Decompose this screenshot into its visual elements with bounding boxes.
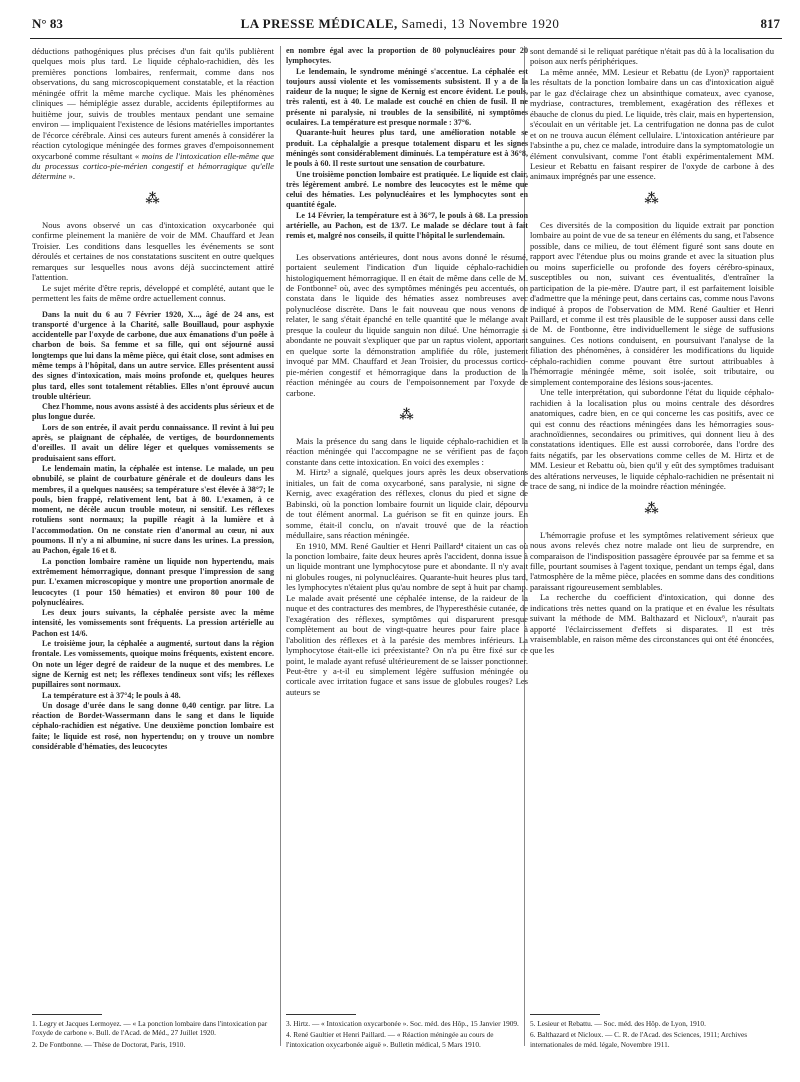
issue-date: Samedi, 13 Novembre 1920 [397, 16, 560, 31]
case-report-paragraph: Quarante-huit heures plus tard, une amélioration notable se produit. La céphalalgie a presque totalement disparu et les signes méningés sont considérablement diminués. La température est à 36°8, le pouls à 60. Il reste surtout une sensation de courbature. [286, 128, 528, 169]
footnote: 5. Lesieur et Rebattu. — Soc. méd. des Hôp. de Lyon, 1910. [530, 1019, 706, 1028]
page-number: 817 [760, 16, 780, 31]
journal-title: LA PRESSE MÉDICALE, [240, 16, 398, 31]
footnote: 6. Balthazard et Nicloux. — C. R. de l'Acad. des Sciences, 1911; Archives internationales de méd. légale, Novembre 1911. [530, 1030, 748, 1049]
section-separator-stars: ⁂ [644, 191, 660, 207]
footnotes-column-3 [530, 1014, 774, 1051]
case-report-paragraph: La température est à 37°4; le pouls à 48. [42, 690, 181, 700]
paragraph: La recherche du coefficient d'intoxication, qui donne des indications très nettes quand on la pratique et en évalue les résultats suivant la méthode de MM. Balthazard et Nicloux⁶, n'aurait pas apporté l'éclaircissement d'effets si disparates. Il est très vraisemblable, en raison même des circonstances qui ont été énoncées, que les [530, 592, 774, 655]
case-report-paragraph: Dans la nuit du 6 au 7 Février 1920, X..., âgé de 24 ans, est transporté d'urgence à la Charité, salle Bouillaud, pour asphyxie accidentelle par l'oxyde de carbone, due aux émanations d'un poêle à charbon de bois. Sa femme et sa fille, qui ont séjourné aussi longtemps que lui dans la même pièce, qui était close, sont admises en même temps à l'hôpital, dans un autre service. Elles présentent aussi des signes d'intoxication, mais moins profonde et, quelques heures plus tard, elles sont totalement rétablies. Elles n'ont éprouvé aucun trouble ultérieur. [32, 309, 274, 401]
case-report-paragraph: Un dosage d'urée dans le sang donne 0,40 centigr. par litre. La réaction de Bordet-Wassermann dans le sang et dans le liquide céphalo-rachidien est négative. Une deuxième ponction lombaire est faite; le liquide est rosé, non hypertendu; on y trouve un nombre considérable d'hématies, des leucocytes [32, 700, 274, 751]
paragraph: M. Hirtz³ a signalé, quelques jours après les deux observations initiales, un fait de coma oxycarboné, sans paralysie, ni signe de Kernig, avec exagération des réflexes, clonus du pied et signe de Babinski, où la ponction lombaire fournit un liquide clair, dépourvu de tout élément anormal. La guérison se fit en quinze jours. En somme, était-il conclu, on n'avait trouvé que de la réaction médullaire, sans réaction méningée. [286, 467, 528, 541]
paragraph: Mais la présence du sang dans le liquide céphalo-rachidien et la réaction méningée qui l'accompagne ne se vérifient pas de façon constante dans cette intoxication. En voici des exemples : [286, 435, 528, 467]
section-separator-stars: ⁂ [644, 501, 660, 517]
quote-italic: moins de l'intoxication elle-même que du processus cortico-pie-mérien congestif et hémorragique qu'elle détermine [32, 150, 275, 182]
paragraph: Une telle interprétation, qui subordonne l'état du liquide céphalo-rachidien à la localisation plus ou moins centrale des désordres anatomiques, cadre bien, en ce qui concerne les cas positifs, avec ce qui est connu des réactions méningées dans les hémorragies sous-arachnoïdiennes, secondaires ou primitives, qui donnent lieu à des constatations identiques. Elle est aussi corroborée, dans l'ordre des faits négatifs, par les observations comme celles de M. Hirtz et de MM. Lesieur et Rebattu où, bien qu'il y eût des symptômes traduisant des altérations nerveuses, le liquide céphalo-rachidien ne présentait ni trace de sang, ni indice de la moindre réaction méningée. [530, 387, 774, 492]
footnotes-column-1 [32, 1014, 274, 1051]
column-3 [530, 46, 774, 655]
footnote: 3. Hirtz. — « Intoxication oxycarbonée ». Soc. méd. des Hôp., 15 Janvier 1909. [286, 1019, 519, 1028]
case-report-paragraph: Lors de son entrée, il avait perdu connaissance. Il revint à lui peu après, se plaignant de céphalée, de vertiges, de bourdonnements d'oreilles. Il avait un délire léger et quelques vomissements se produisaient sans effort. [32, 422, 274, 463]
section-separator-stars: ⁂ [145, 191, 161, 207]
column-divider [280, 46, 281, 1046]
paragraph: déductions pathogéniques plus précises d'un fait qu'ils publièrent quelques mois plus tard. Le liquide céphalo-rachidien, dès les premières ponctions lombaires, renfermait, comme dans nos observations, du sang microscopiquement constatable, et la réaction méningée offrit la même marche cyclique. Mais les phénomènes cliniques — hémiplégie assez durable, accidents épileptiformes au huitième jour, suivis de troubles mentaux pendant une semaine environ — impliquaient l'existence de lésions matérielles importantes de l'écorce cérébrale. Ainsi ces auteurs furent amenés à considérer la réaction cytologique méningée des formes graves d'empoisonnement oxycarboné comme résultant « moins de l'intoxication elle-même que du processus cortico-pie-mérien congestif et hémorragique qu'elle détermine ». [32, 46, 275, 182]
masthead [0, 16, 800, 34]
paragraph: L'hémorragie profuse et les symptômes relativement sérieux que nous avons relevés chez notre malade ont lieu de surprendre, en comparaison de l'indisposition passagère éprouvée par sa femme et sa fille, pourtant soumises à l'agent toxique, pendant un temps égal, dans l'atmosphère de la même pièce, placées en somme dans des conditions paraissant rigoureusement semblables. [530, 529, 774, 592]
column-2 [286, 46, 528, 697]
footnote: 1. Legry et Jacques Lermoyez. — « La ponction lombaire dans l'intoxication par l'oxyde de carbone ». Bull. de l'Acad. de Méd., 27 Juillet 1920. [32, 1019, 268, 1038]
paragraph: La même année, MM. Lesieur et Rebattu (de Lyon)⁵ rapportaient les résultats de la ponction lombaire dans un cas d'intoxication aiguë par le gaz d'éclairage chez un absinthique comateux, avec cyanose, mydriase, contractures, tremblement, exagération des réflexes et ébauche de clonus du pied. Le liquide, très clair, mais en hypertension, s'écoulait en un véritable jet. La centrifugation ne donna pas de culot et on ne trouva aucun élément cellulaire. L'intoxication antérieure par l'absinthe a pu, chez ce malade, introduire dans la symptomatologie un élément convulsivant, comme l'ont établi expérimentalement MM. Lesieur et Rebattu en faisant respirer de l'oxyde de carbone à des animaux imprégnés par une essence. [530, 66, 774, 182]
paragraph: Le sujet mérite d'être repris, développé et complété, autant que le permettent les faits de même ordre actuellement connus. [32, 282, 274, 304]
case-report-paragraph: Une troisième ponction lombaire est pratiquée. Le liquide est clair, très légèrement ambré. Le nombre des leucocytes est le même que celui des hématies. Les polynucléaires et les lymphocytes sont en quantité égale. [286, 169, 528, 210]
case-report-paragraph: Chez l'homme, nous avons assisté à des accidents plus sérieux et de plus longue durée. [32, 402, 274, 422]
footnote: 4. René Gaultier et Henri Paillard. — « Réaction méningée au cours de l'intoxication oxycarbonée aiguë ». Bulletin médical, 5 Mars 1910. [286, 1030, 494, 1049]
footnote-rule [530, 1014, 600, 1015]
column-1 [32, 46, 274, 752]
footnote-rule [32, 1014, 102, 1015]
header-rule [30, 38, 782, 39]
paragraph: En 1910, MM. René Gaultier et Henri Paillard⁴ citaient un cas où la ponction lombaire, faite deux heures après l'accident, donna issue à un liquide montrant une lymphocytose pure et abondante. Il n'y avait ni globules rouges, ni polynucléaires. Quarante-huit heures plus tard, les lymphocytes n'étaient plus qu'au nombre de sept à huit par champ. Le malade avait présenté une céphalée intense, de la raideur de la nuque et des contractures des membres, de l'hyperesthésie cutanée, de l'exagération des réflexes, symptômes qui disparurent presque complètement au bout de vingt-quatre heures pour faire place à l'abolition des réflexes et à la parésie des membres inférieurs. La lymphocytose était-elle ici préexistante? On n'a pu être fixé sur ce point, le malade ayant refusé ultérieurement de se laisser ponctionner. Peut-être y a-t-il eu simplement légère suffusion méningée ou corticale avec irritation fugace et sans issue de globules rouges? Les auteurs se [286, 540, 528, 697]
footnotes-column-2 [286, 1014, 522, 1051]
paragraph: Ces diversités de la composition du liquide extrait par ponction lombaire au point de vue de sa teneur en éléments du sang, et l'absence possible, dans ce milieu, de tout élément figuré sont sans doute en rapport avec l'étendue plus ou moins grande et avec la situation plus ou moins superficielle ou profonde des foyers cérébro-spinaux, susceptibles ou non, suivant ces éventualités, d'entraîner la participation de la pie-mère. D'autre part, il est parfaitement loisible d'admettre que la méninge peut, dans certains cas, comme nous l'avons indiqué à propos de l'observation de MM. René Gaultier et Henri Paillard, et comme il est très plausible de le supposer aussi dans celle de M. de Fontbonne, être individuellement le siège de suffusions sanguines. Ces notions conduisent, en poursuivant l'analyse de la filiation des phénomènes, à considérer les modifications du liquide céphalo-rachidien comme pouvant être surtout attribuables à l'hémorragie méningée même, soit isolée, soit tributaire, ou simplement contemporaine des lésions sous-jacentes. [530, 219, 774, 387]
case-report-paragraph: Le 14 Février, la température est à 36°7, le pouls à 68. La pression artérielle, au Pachon, est de 13/7. Le malade se déclare tout à fait remis et, malgré nos conseils, il quitte l'hôpital le surlendemain. [286, 210, 528, 241]
case-report-paragraph: Le lendemain, le syndrome méningé s'accentue. La céphalée est toujours aussi violente et les vomissements subsistent. Il y a de la raideur de la nuque; le signe de Kernig est encore évident. Le pouls, très ralenti, est à 40. Le malade est couché en chien de fusil. Il ne présente ni paralysie, ni troubles de la sensibilité, ni symptômes oculaires. La température est presque normale : 37°6. [286, 66, 528, 128]
case-report-paragraph: La ponction lombaire ramène un liquide non hypertendu, mais extrêmement hémorragique, donnant presque l'impression de sang pur. L'examen microscopique y montre une proportion anormale de leucocytes (1 pour 150 hématies) et environ 80 pour 100 de polynucléaires. [32, 556, 274, 607]
case-report-paragraph: Le lendemain matin, la céphalée est intense. Le malade, un peu obnubilé, se plaint de courbature générale et de douleurs dans les membres, il a quelques nausées; sa température s'est élevée à 38°7; le pouls, bien frappé, relativement lent, bat à 80. L'examen, à ce moment, ne décèle aucun trouble moteur, ni sensitif. Les réflexes rotuliens sont normaux; la pupille réagit à la lumière et à l'accommodation. On ne constate rien d'anormal au cœur, ni aux poumons. Il n'y a ni albumine, ni sucre dans les urines. La pression, au Pachon, égale 16 et 8. [32, 463, 274, 556]
paragraph: sont demandé si le reliquat parétique n'était pas dû à la localisation du poison aux nerfs périphériques. [530, 46, 774, 67]
section-separator-stars: ⁂ [399, 407, 415, 423]
footnote: 2. De Fontbonne. — Thèse de Doctorat, Paris, 1910. [32, 1039, 186, 1049]
case-report-paragraph: en nombre égal avec la proportion de 80 polynucléaires pour 20 lymphocytes. [286, 46, 528, 66]
issue-number: N° 83 [32, 16, 63, 31]
paragraph: Nous avons observé un cas d'intoxication oxycarbonée qui confirme pleinement la manière de voir de MM. Chauffard et Jean Troisier. Les conditions dans lesquelles les événements se sont déroulés et certaines de nos constatations suscitent en outre quelques remarques sur lesquelles nous avons déjà succinctement attiré l'attention. [32, 219, 274, 283]
case-report-paragraph: Les deux jours suivants, la céphalée persiste avec la même intensité, les vomissements sont fréquents. La pression artérielle au Pachon est 14/6. [32, 608, 274, 638]
case-report-paragraph: Le troisième jour, la céphalée a augmenté, surtout dans la région frontale. Les vomissements, quoique moins fréquents, existent encore. On note un léger degré de raideur de la nuque et des membres. Le signe de Kernig est net; les réflexes tendineux sont vifs; les réflexes pupillaires sont normaux. [32, 639, 274, 690]
paragraph: Les observations antérieures, dont nous avons donné le résumé, portaient seulement l'indication d'un liquide céphalo-rachidien histologiquement hémorragique. Il en était de même dans celle de M. de Fontbonne² où, avec des symptômes méningés peu accentués, on constata dans le liquide des hématies assez nombreuses avec polynucléose discrète. Dans le fait nouveau que nous venons de relater, le sang s'était épanché en telle quantité que le mélange avait presque la couleur du liquide sanguin non dilué. Une hémorragie si abondante ne pouvait s'expliquer que par un raptus violent, apportant en quelque sorte la démonstration amplifiée du rôle, justement invoqué par MM. Chauffard et Jean Troisier, du processus cortico-pie-mérien congestif et hémorragique dans la production de la réaction méningée au cours de l'empoisonnement par l'oxyde de carbone. [286, 251, 528, 398]
footnote-rule [286, 1014, 356, 1015]
